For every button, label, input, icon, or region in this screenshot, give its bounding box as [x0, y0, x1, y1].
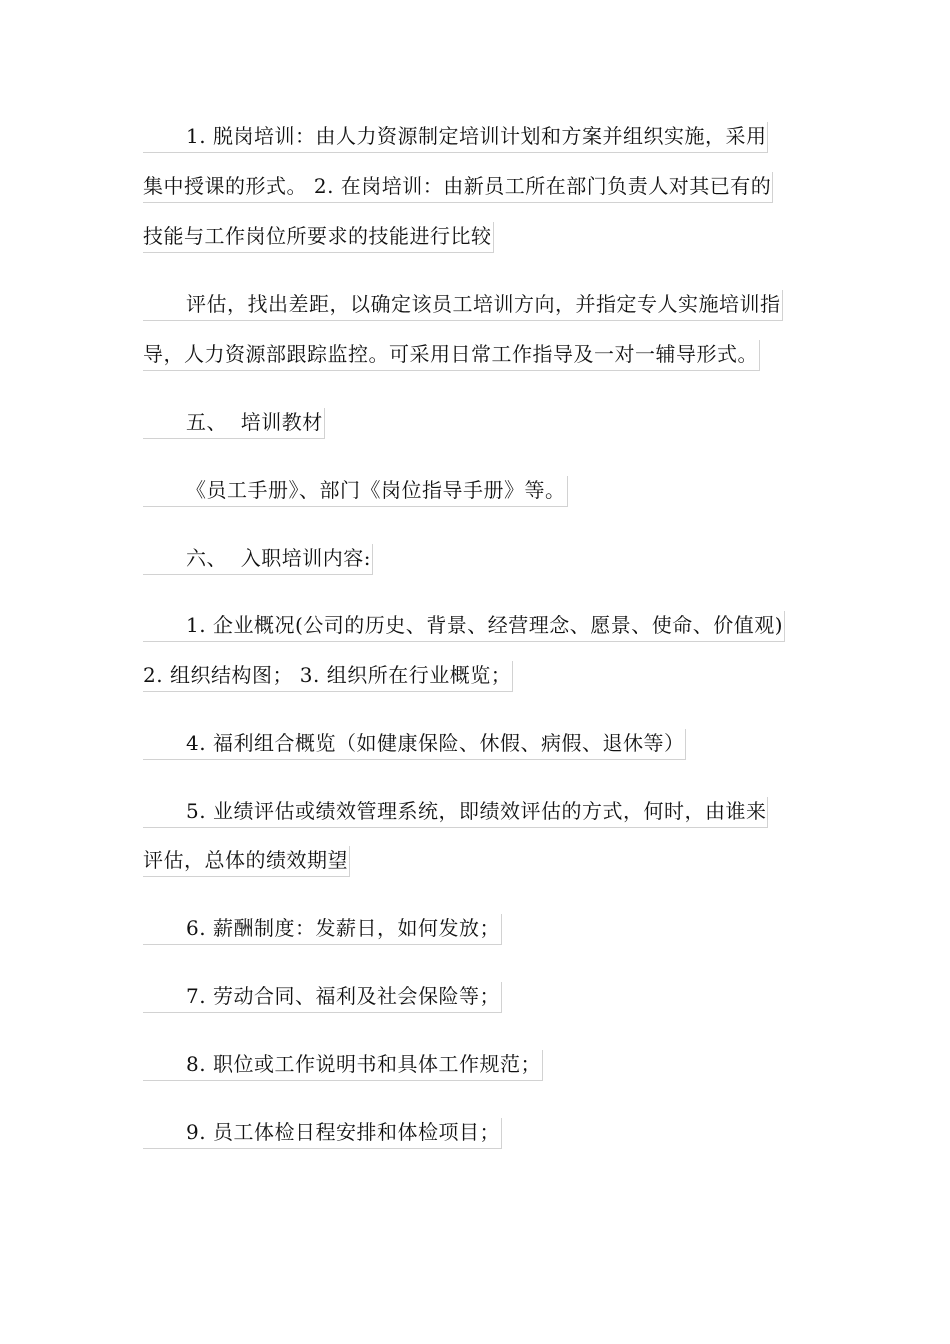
- section-heading: 五、 培训教材: [143, 408, 325, 439]
- list-item: 评估，总体的绩效期望: [143, 846, 350, 877]
- list-item: 4. 福利组合概览（如健康保险、休假、病假、退休等）: [143, 729, 686, 760]
- paragraph-line: 评估，找出差距，以确定该员工培训方向，并指定专人实施培训指: [143, 290, 783, 321]
- paragraph-line: 导，人力资源部跟踪监控。可采用日常工作指导及一对一辅导形式。: [143, 340, 760, 371]
- list-item: 9. 员工体检日程安排和体检项目；: [143, 1118, 502, 1149]
- list-item: 8. 职位或工作说明书和具体工作规范；: [143, 1050, 543, 1081]
- section-heading: 六、 入职培训内容:: [143, 544, 373, 575]
- paragraph-line: 1. 脱岗培训：由人力资源制定培训计划和方案并组织实施，采用: [143, 122, 768, 153]
- paragraph-line: 《员工手册》、部门《岗位指导手册》等。: [143, 476, 568, 507]
- paragraph-line: 集中授课的形式。 2. 在岗培训：由新员工所在部门负责人对其已有的: [143, 172, 773, 203]
- list-item: 6. 薪酬制度：发薪日，如何发放；: [143, 914, 502, 945]
- list-item: 2. 组织结构图； 3. 组织所在行业概览；: [143, 661, 513, 692]
- list-item: 7. 劳动合同、福利及社会保险等；: [143, 982, 502, 1013]
- list-item: 1. 企业概况(公司的历史、背景、经营理念、愿景、使命、价值观): [143, 611, 785, 642]
- paragraph-line: 技能与工作岗位所要求的技能进行比较: [143, 222, 494, 253]
- list-item: 5. 业绩评估或绩效管理系统，即绩效评估的方式，何时，由谁来: [143, 797, 768, 828]
